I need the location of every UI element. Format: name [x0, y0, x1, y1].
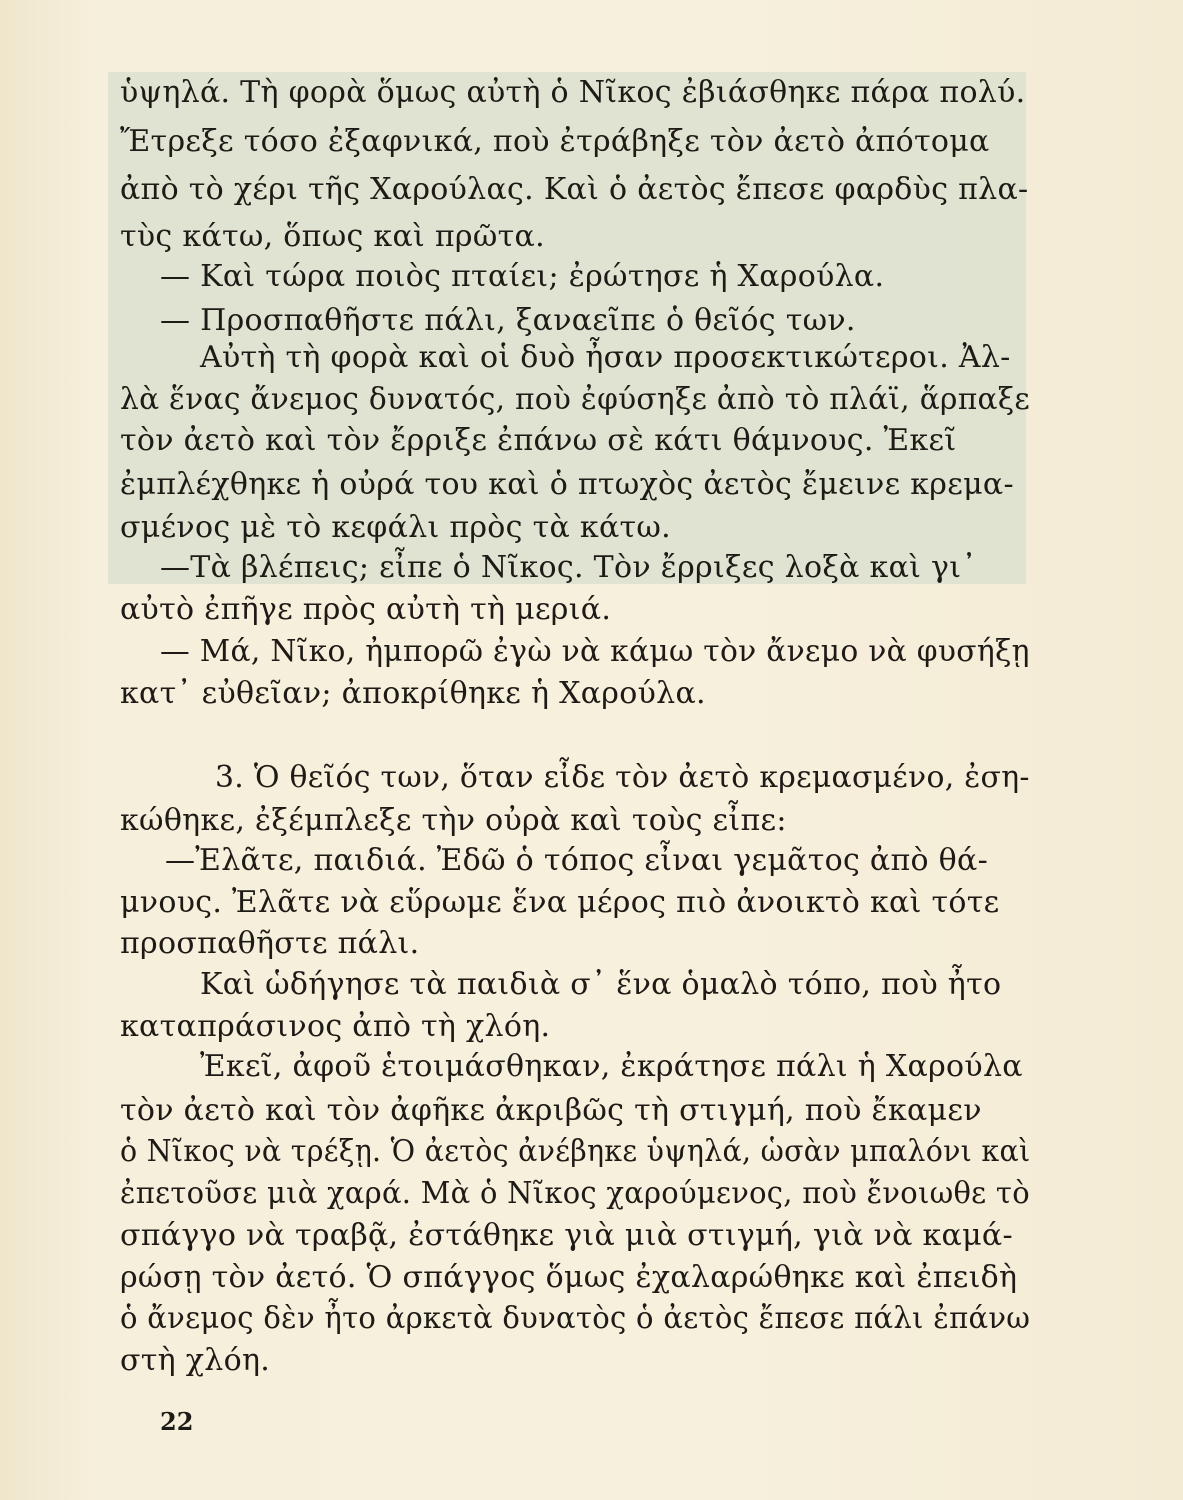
text-line: ὁ ἄνεμος δὲν ἦτο ἀρκετὰ δυνατὸς ὁ ἀετὸς ἔπεσε πάλι ἐπάνω — [120, 1301, 1031, 1336]
text-line: ὑψηλά. Τὴ φορὰ ὅμως αὐτὴ ὁ Νῖκος ἐβιάσθηκε πάρα πολύ. — [120, 75, 1026, 110]
text-line: αὐτὸ ἐπῆγε πρὸς αὐτὴ τὴ μεριά. — [120, 592, 612, 627]
page-number: 22 — [160, 1407, 194, 1436]
text-line: τὸν ἀετὸ καὶ τὸν ἀφῆκε ἀκριβῶς τὴ στιγμή, ποὺ ἔκαμεν — [120, 1093, 982, 1128]
text-line: ἐμπλέχθηκε ἡ οὐρά του καὶ ὁ πτωχὸς ἀετὸς ἔμεινε κρεμα- — [120, 467, 1014, 502]
text-line: ἐπετοῦσε μιὰ χαρά. Μὰ ὁ Νῖκος χαρούμενος, ποὺ ἔνοιωθε τὸ — [120, 1176, 1030, 1211]
text-line: 3. Ὁ θεῖός των, ὅταν εἶδε τὸν ἀετὸ κρεμασμένο, ἐση- — [215, 760, 1030, 795]
text-line: — Προσπαθῆστε πάλι, ξαναεῖπε ὁ θεῖός των. — [160, 303, 856, 338]
text-line: σπάγγο νὰ τραβᾷ, ἐστάθηκε γιὰ μιὰ στιγμή, γιὰ νὰ καμά- — [120, 1218, 1013, 1253]
text-line: κατ᾽ εὐθεῖαν; ἀποκρίθηκε ἡ Χαρούλα. — [120, 676, 706, 711]
text-line: ἀπὸ τὸ χέρι τῆς Χαρούλας. Καὶ ὁ ἀετὸς ἔπεσε φαρδὺς πλα- — [120, 172, 1029, 207]
text-line: Καὶ ὡδήγησε τὰ παιδιὰ σ᾽ ἕνα ὁμαλὸ τόπο, ποὺ ἦτο — [200, 967, 1002, 1002]
text-line: — Καὶ τώρα ποιὸς πταίει; ἐρώτησε ἡ Χαρούλα. — [160, 259, 885, 294]
text-line: μνους. Ἐλᾶτε νὰ εὕρωμε ἕνα μέρος πιὸ ἀνοικτὸ καὶ τότε — [120, 885, 1000, 920]
text-line: τὸν ἀετὸ καὶ τὸν ἔρριξε ἐπάνω σὲ κάτι θάμνους. Ἐκεῖ — [120, 423, 957, 458]
text-line: στὴ χλόη. — [120, 1343, 271, 1378]
text-line: ὁ Νῖκος νὰ τρέξῃ. Ὁ ἀετὸς ἀνέβηκε ὑψηλά, ὡσὰν μπαλόνι καὶ — [120, 1134, 1031, 1169]
text-line: ρώσῃ τὸν ἀετό. Ὁ σπάγγος ὅμως ἐχαλαρώθηκε καὶ ἐπειδὴ — [120, 1260, 1018, 1295]
text-line: κώθηκε, ἐξέμπλεξε τὴν οὐρὰ καὶ τοὺς εἶπε: — [120, 803, 787, 838]
text-line: σμένος μὲ τὸ κεφάλι πρὸς τὰ κάτω. — [120, 510, 671, 545]
text-line: καταπράσινος ἀπὸ τὴ χλόη. — [120, 1009, 551, 1044]
text-line: Ἐκεῖ, ἀφοῦ ἑτοιμάσθηκαν, ἐκράτησε πάλι ἡ Χαρούλα — [200, 1049, 1023, 1084]
text-line: — Μά, Νῖκο, ἠμπορῶ ἐγὼ νὰ κάμω τὸν ἄνεμο νὰ φυσήξῃ — [160, 634, 1030, 669]
text-line: προσπαθῆστε πάλι. — [120, 926, 420, 961]
text-line: —Τὰ βλέπεις; εἶπε ὁ Νῖκος. Τὸν ἔρριξες λοξὰ καὶ γι᾽ — [160, 550, 977, 585]
text-line: λὰ ἕνας ἄνεμος δυνατός, ποὺ ἐφύσηξε ἀπὸ τὸ πλάϊ, ἅρπαξε — [120, 382, 1030, 417]
text-line: Αὐτὴ τὴ φορὰ καὶ οἱ δυὸ ἦσαν προσεκτικώτεροι. Ἀλ- — [200, 340, 1011, 375]
text-line: τὺς κάτω, ὅπως καὶ πρῶτα. — [120, 219, 545, 254]
text-line: —Ἐλᾶτε, παιδιά. Ἐδῶ ὁ τόπος εἶναι γεμᾶτος ἀπὸ θά- — [165, 843, 989, 878]
text-line: Ἔτρεξε τόσο ἐξαφνικά, ποὺ ἐτράβηξε τὸν ἀετὸ ἀπότομα — [120, 124, 990, 159]
